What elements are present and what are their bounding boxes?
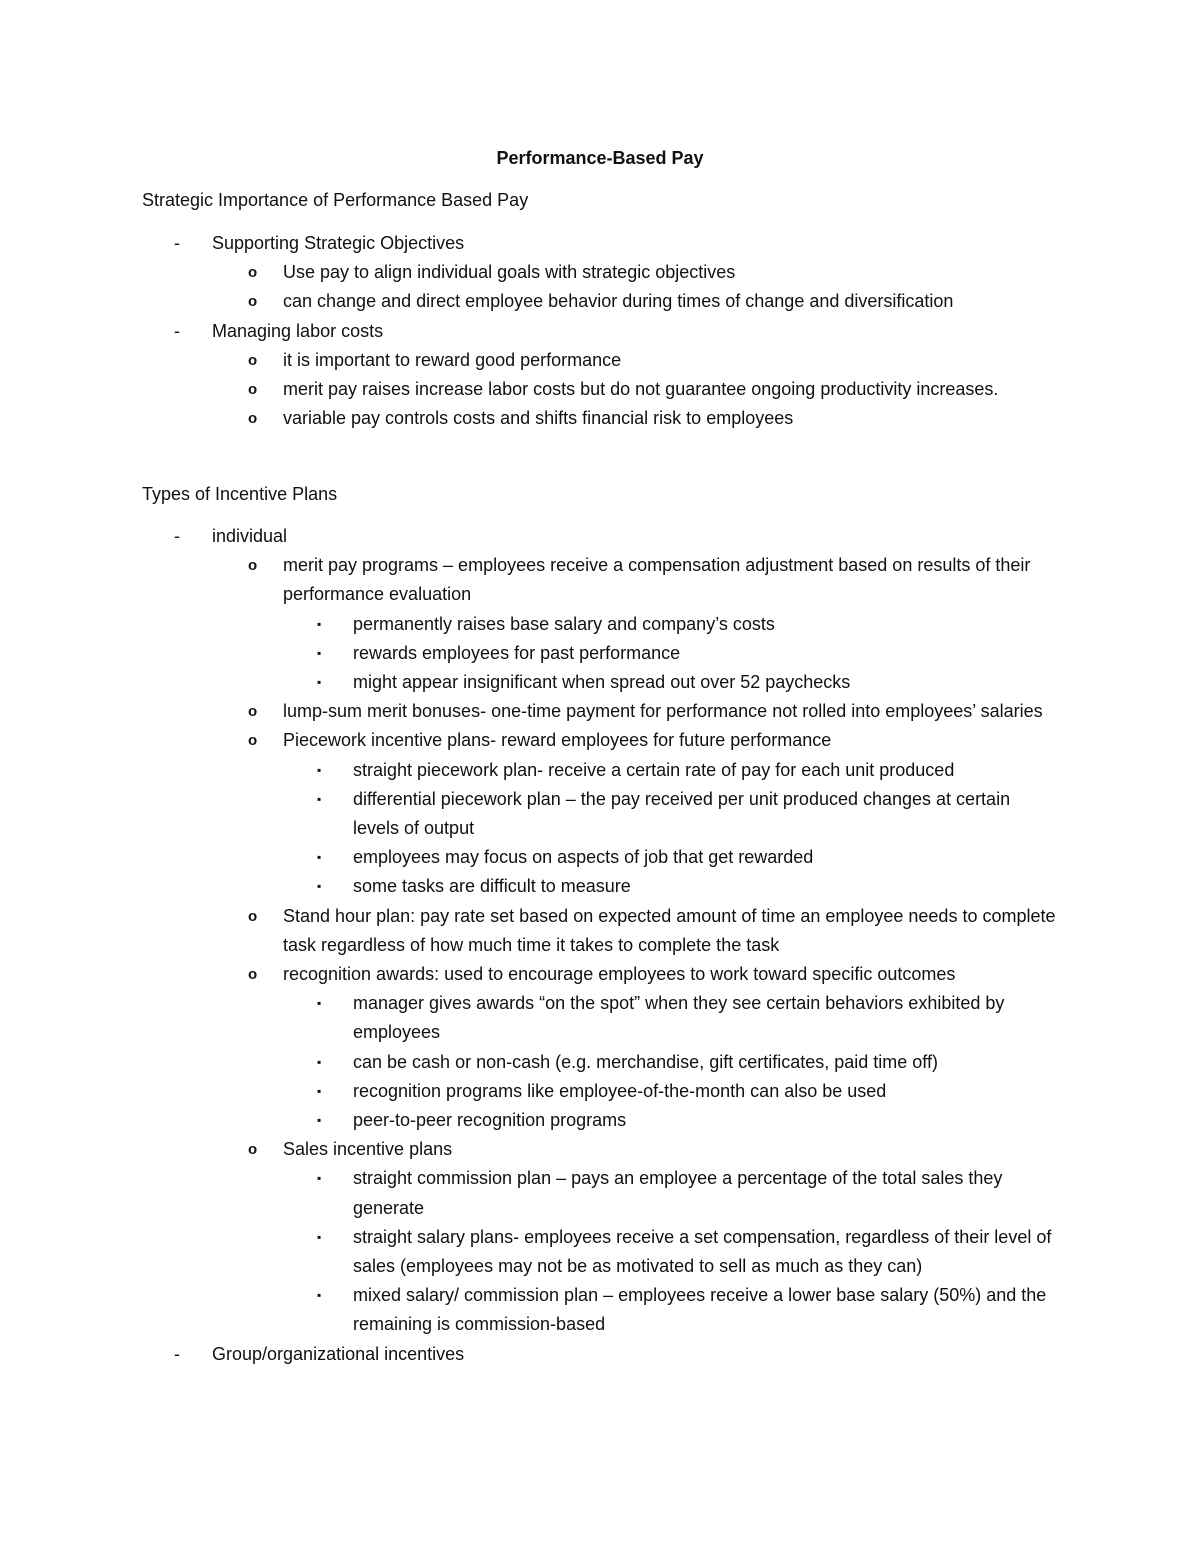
bullet-marker: o	[248, 410, 258, 428]
list-item-text: employees may focus on aspects of job that get rewarded	[353, 847, 814, 868]
list-item-level-3	[0, 1223, 1058, 1281]
bullet-marker: o	[248, 293, 258, 311]
list-item-level-1	[0, 522, 1200, 551]
bullet-marker: o	[248, 1141, 258, 1159]
list-item-level-3	[0, 843, 1058, 872]
list-item-text: straight piecework plan- receive a certain rate of pay for each unit produced	[353, 759, 955, 780]
list-item-level-1	[0, 229, 1200, 258]
bullet-marker: -	[174, 233, 180, 253]
list-item-level-2	[0, 726, 1073, 755]
list-item-text: can be cash or non-cash (e.g. merchandise, gift certificates, paid time off)	[353, 1051, 938, 1072]
list-item-text: recognition awards: used to encourage employees to work toward specific outcomes	[283, 964, 956, 985]
list-item-text: might appear insignificant when spread out over 52 paychecks	[353, 672, 851, 693]
list-item-text: differential piecework plan – the pay received per unit produced changes at certain levels of output	[353, 788, 1011, 839]
list-item-text: permanently raises base salary and company’s costs	[353, 613, 775, 634]
list-item-text: manager gives awards “on the spot” when they see certain behaviors exhibited by employees	[353, 993, 1005, 1043]
page-title: Performance-Based Pay	[496, 148, 704, 168]
list-item-text: straight commission plan – pays an employee a percentage of the total sales they generate	[353, 1168, 1003, 1218]
list-item-level-2	[0, 258, 1073, 287]
list-item-level-2	[0, 697, 1073, 726]
list-item-level-3	[0, 1077, 1058, 1106]
bullet-marker: ▪	[317, 1171, 322, 1186]
bullet-marker: o	[248, 966, 258, 984]
list-item-level-2	[0, 287, 1073, 316]
list-item-text: Piecework incentive plans- reward employees for future performance	[283, 730, 832, 751]
list-item-text: individual	[212, 526, 288, 546]
list-item-text: recognition programs like employee-of-the-month can also be used	[353, 1080, 887, 1101]
bullet-marker: ▪	[317, 791, 322, 806]
bullet-marker: o	[248, 351, 258, 369]
list-item-level-3	[0, 1164, 1058, 1222]
bullet-marker: ▪	[317, 1229, 322, 1244]
list-item-text: Managing labor costs	[212, 320, 384, 341]
list-item-level-2	[0, 1135, 1073, 1164]
bullet-marker: ▪	[317, 616, 322, 631]
bullet-marker: o	[248, 907, 258, 925]
bullet-marker: o	[248, 557, 258, 575]
bullet-marker: -	[174, 526, 180, 546]
list-item-text: Supporting Strategic Objectives	[212, 233, 465, 253]
list-item-level-1	[0, 317, 1200, 346]
list-item-text: some tasks are difficult to measure	[353, 876, 631, 897]
list-item-level-2	[0, 404, 1073, 433]
list-item-text: variable pay controls costs and shifts financial risk to employees	[283, 408, 794, 429]
list-item-level-3	[0, 610, 1058, 639]
bullet-marker: ▪	[317, 1083, 322, 1098]
list-item-text: can change and direct employee behavior during times of change and diversification	[283, 291, 954, 312]
list-item-text: it is important to reward good performance	[283, 349, 622, 370]
section-heading-incentive-plans: Types of Incentive Plans	[142, 484, 338, 504]
list-item-text: Stand hour plan: pay rate set based on expected amount of time an employee needs to complete task regardless of how much time it takes to complete the task	[283, 905, 1056, 955]
list-item-level-2	[0, 375, 1073, 404]
list-item-level-3	[0, 872, 1058, 901]
bullet-marker: -	[174, 1343, 180, 1364]
list-item-text: lump-sum merit bonuses- one-time payment for performance not rolled into employees’ salaries	[283, 701, 1043, 722]
bullet-marker: ▪	[317, 996, 322, 1011]
strategic-importance-list	[0, 229, 1200, 433]
bullet-marker: o	[248, 381, 258, 399]
list-item-text: Sales incentive plans	[283, 1139, 453, 1160]
bullet-marker: ▪	[317, 762, 322, 777]
list-item-text: peer-to-peer recognition programs	[353, 1110, 627, 1131]
bullet-marker: o	[248, 703, 258, 721]
bullet-marker: ▪	[317, 1288, 322, 1303]
list-item-level-3	[0, 1281, 1058, 1339]
bullet-marker: ▪	[317, 850, 322, 865]
bullet-marker: ▪	[317, 675, 322, 690]
bullet-marker: o	[248, 264, 258, 282]
list-item-text: Group/organizational incentives	[212, 1343, 465, 1364]
list-item-text: merit pay programs – employees receive a compensation adjustment based on results of their performance evaluation	[283, 555, 1031, 605]
bullet-marker: -	[174, 320, 180, 341]
bullet-marker: ▪	[317, 1054, 322, 1069]
list-item-level-3	[0, 639, 1058, 668]
list-item-level-1	[0, 1340, 1200, 1369]
list-item-text: Use pay to align individual goals with strategic objectives	[283, 262, 736, 283]
bullet-marker: ▪	[317, 645, 322, 660]
bullet-marker: o	[248, 732, 258, 750]
bullet-marker: ▪	[317, 1113, 322, 1128]
list-item-text: straight salary plans- employees receive a set compensation, regardless of their level of sales (employees may not be as motivated to sell as much as they can)	[353, 1226, 1052, 1277]
list-item-level-3	[0, 668, 1058, 697]
list-item-text: merit pay raises increase labor costs but do not guarantee ongoing productivity increases.	[283, 379, 999, 400]
list-item-level-2	[0, 551, 1073, 609]
list-item-text: mixed salary/ commission plan – employees receive a lower base salary (50%) and the remaining is commission-based	[353, 1285, 1047, 1335]
list-item-level-2	[0, 346, 1073, 375]
list-item-level-3	[0, 1048, 1058, 1077]
list-item-text: rewards employees for past performance	[353, 642, 681, 663]
list-item-level-2	[0, 902, 1073, 960]
list-item-level-3	[0, 989, 1058, 1047]
incentive-plans-list	[0, 522, 1200, 1369]
bullet-marker: ▪	[317, 879, 322, 894]
list-item-level-3	[0, 1106, 1058, 1135]
list-item-level-3	[0, 756, 1058, 785]
list-item-level-3	[0, 785, 1058, 843]
list-item-level-2	[0, 960, 1073, 989]
section-heading-strategic-importance: Strategic Importance of Performance Based Pay	[142, 190, 529, 210]
